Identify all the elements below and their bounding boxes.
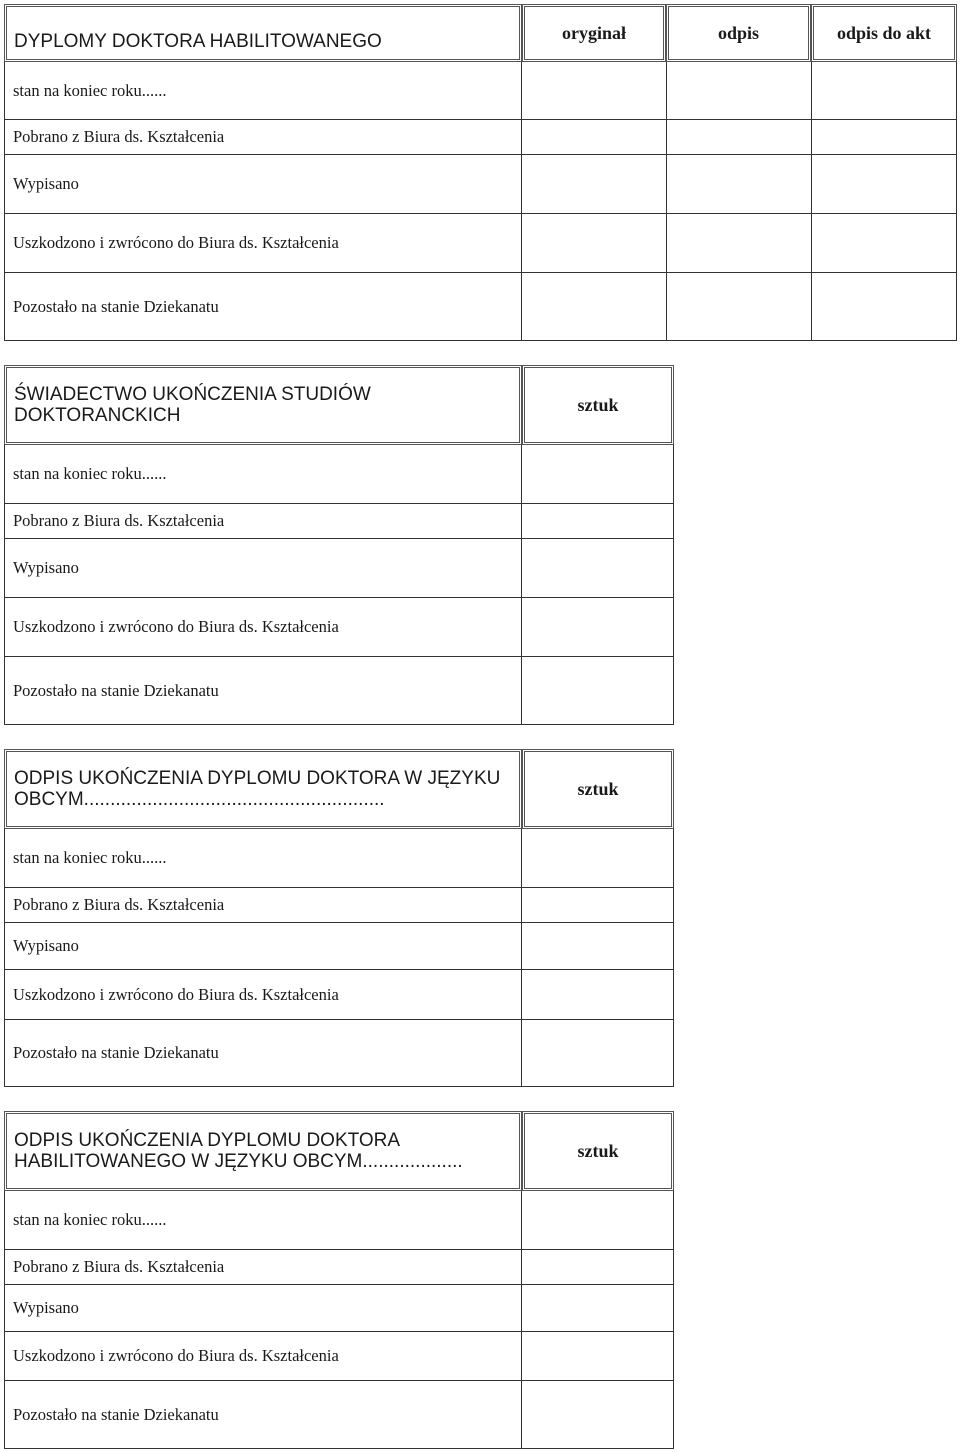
s1-row-uszkodzono-oryginal-cell[interactable] (521, 214, 667, 273)
s1-row-stan-odpis-cell[interactable] (666, 62, 812, 120)
section-4-column-header-pieces (522, 1111, 674, 1191)
s2-row-pozostalo-pieces-cell[interactable] (521, 657, 674, 725)
row-label: Uszkodzono i zwrócono do Biura ds. Kształcenia (13, 617, 339, 636)
s3-row-pozostalo-label (4, 1020, 522, 1087)
section-2-title-text: ŚWIADECTWO UKOŃCZENIA STUDIÓW DOKTORANCKICH (14, 384, 371, 426)
row-label: Uszkodzono i zwrócono do Biura ds. Kształcenia (13, 984, 339, 1004)
row-label: Wypisano (13, 558, 79, 577)
s2-row-pobrano-pieces-cell[interactable] (521, 504, 674, 539)
column-header-copy (666, 4, 811, 62)
section-3-column-header-pieces (522, 749, 674, 829)
row-label: Pozostało na stanie Dziekanatu (13, 1404, 219, 1424)
column-header-original-text: oryginał (561, 22, 626, 43)
column-header-copy-for-files-text: odpis do akt (836, 22, 932, 43)
s1-row-pobrano-odpis-cell[interactable] (666, 120, 812, 155)
s4-row-stan-pieces-cell[interactable] (521, 1191, 674, 1250)
s4-row-uszkodzono-label (4, 1332, 522, 1381)
s3-row-wypisano-pieces-cell[interactable] (521, 923, 674, 970)
column-header-pieces-text: sztuk (577, 394, 619, 415)
s1-row-wypisano-odpis-do-akt-cell[interactable] (811, 155, 957, 214)
row-label: Pobrano z Biura ds. Kształcenia (13, 127, 225, 146)
section-1-title (4, 4, 522, 62)
s1-row-pobrano-label (4, 120, 522, 155)
row-label: Wypisano (13, 1298, 79, 1317)
column-header-pieces-text: sztuk (577, 778, 619, 799)
s1-row-pobrano-odpis-do-akt-cell[interactable] (811, 120, 957, 155)
s1-row-pozostalo-label (4, 273, 522, 341)
row-label: Pozostało na stanie Dziekanatu (13, 296, 219, 316)
s2-row-pobrano-label (4, 504, 522, 539)
section-1-title-text: DYPLOMY DOKTORA HABILITOWANEGO (14, 30, 382, 52)
s1-row-stan-oryginal-cell[interactable] (521, 62, 667, 120)
section-2-title (4, 365, 522, 445)
s4-row-pozostalo-label (4, 1381, 522, 1449)
s2-row-stan-pieces-cell[interactable] (521, 445, 674, 504)
s1-row-pozostalo-oryginal-cell[interactable] (521, 273, 667, 341)
column-header-original (522, 4, 666, 62)
s3-row-pozostalo-pieces-cell[interactable] (521, 1020, 674, 1087)
s1-row-stan-label (4, 62, 522, 120)
s1-row-wypisano-oryginal-cell[interactable] (521, 155, 667, 214)
section-4-title (4, 1111, 522, 1191)
s2-row-pozostalo-label (4, 657, 522, 725)
s1-row-pobrano-oryginal-cell[interactable] (521, 120, 667, 155)
row-label: Pobrano z Biura ds. Kształcenia (13, 511, 225, 530)
s4-row-stan-label (4, 1191, 522, 1250)
row-label: Pozostało na stanie Dziekanatu (13, 1043, 219, 1062)
row-label: Pobrano z Biura ds. Kształcenia (13, 1257, 225, 1276)
s2-row-wypisano-pieces-cell[interactable] (521, 539, 674, 598)
column-header-copy-text: odpis (717, 22, 760, 43)
s1-row-uszkodzono-odpis-do-akt-cell[interactable] (811, 214, 957, 273)
row-label: stan na koniec roku...... (13, 80, 167, 100)
s4-row-pozostalo-pieces-cell[interactable] (521, 1381, 674, 1449)
s4-row-pobrano-label (4, 1250, 522, 1285)
section-4-title-text: ODPIS UKOŃCZENIA DYPLOMU DOKTORA HABILITOWANEGO W JĘZYKU OBCYM................... (14, 1130, 463, 1172)
row-label: Uszkodzono i zwrócono do Biura ds. Kształcenia (13, 233, 339, 252)
s4-row-uszkodzono-pieces-cell[interactable] (521, 1332, 674, 1381)
s1-row-uszkodzono-odpis-cell[interactable] (666, 214, 812, 273)
section-2-column-header-pieces (522, 365, 674, 445)
row-label: Wypisano (13, 174, 79, 193)
s4-row-wypisano-label (4, 1285, 522, 1332)
s1-row-pozostalo-odpis-do-akt-cell[interactable] (811, 273, 957, 341)
s1-row-uszkodzono-label (4, 214, 522, 273)
s4-row-wypisano-pieces-cell[interactable] (521, 1285, 674, 1332)
row-label: Pobrano z Biura ds. Kształcenia (13, 895, 225, 914)
s3-row-uszkodzono-label (4, 970, 522, 1020)
s1-row-pozostalo-odpis-cell[interactable] (666, 273, 812, 341)
row-label: Pozostało na stanie Dziekanatu (13, 680, 219, 700)
s2-row-uszkodzono-pieces-cell[interactable] (521, 598, 674, 657)
row-label: Wypisano (13, 936, 79, 955)
section-3-title-text: ODPIS UKOŃCZENIA DYPLOMU DOKTORA W JĘZYKU OBCYM......................................................... (14, 768, 501, 810)
s2-row-uszkodzono-label (4, 598, 522, 657)
s1-row-wypisano-odpis-cell[interactable] (666, 155, 812, 214)
s1-row-stan-odpis-do-akt-cell[interactable] (811, 62, 957, 120)
s3-row-stan-pieces-cell[interactable] (521, 829, 674, 888)
column-header-copy-for-files (811, 4, 957, 62)
s4-row-pobrano-pieces-cell[interactable] (521, 1250, 674, 1285)
s1-row-wypisano-label (4, 155, 522, 214)
row-label: Uszkodzono i zwrócono do Biura ds. Kształcenia (13, 1346, 339, 1365)
s3-row-uszkodzono-pieces-cell[interactable] (521, 970, 674, 1020)
section-3-title (4, 749, 522, 829)
s3-row-pobrano-label (4, 888, 522, 923)
row-label: stan na koniec roku...... (13, 1210, 167, 1229)
row-label: stan na koniec roku...... (13, 464, 167, 483)
column-header-pieces-text: sztuk (577, 1140, 619, 1161)
s3-row-pobrano-pieces-cell[interactable] (521, 888, 674, 923)
row-label: stan na koniec roku...... (13, 848, 167, 867)
s2-row-wypisano-label (4, 539, 522, 598)
s3-row-stan-label (4, 829, 522, 888)
s2-row-stan-label (4, 445, 522, 504)
s3-row-wypisano-label (4, 923, 522, 970)
